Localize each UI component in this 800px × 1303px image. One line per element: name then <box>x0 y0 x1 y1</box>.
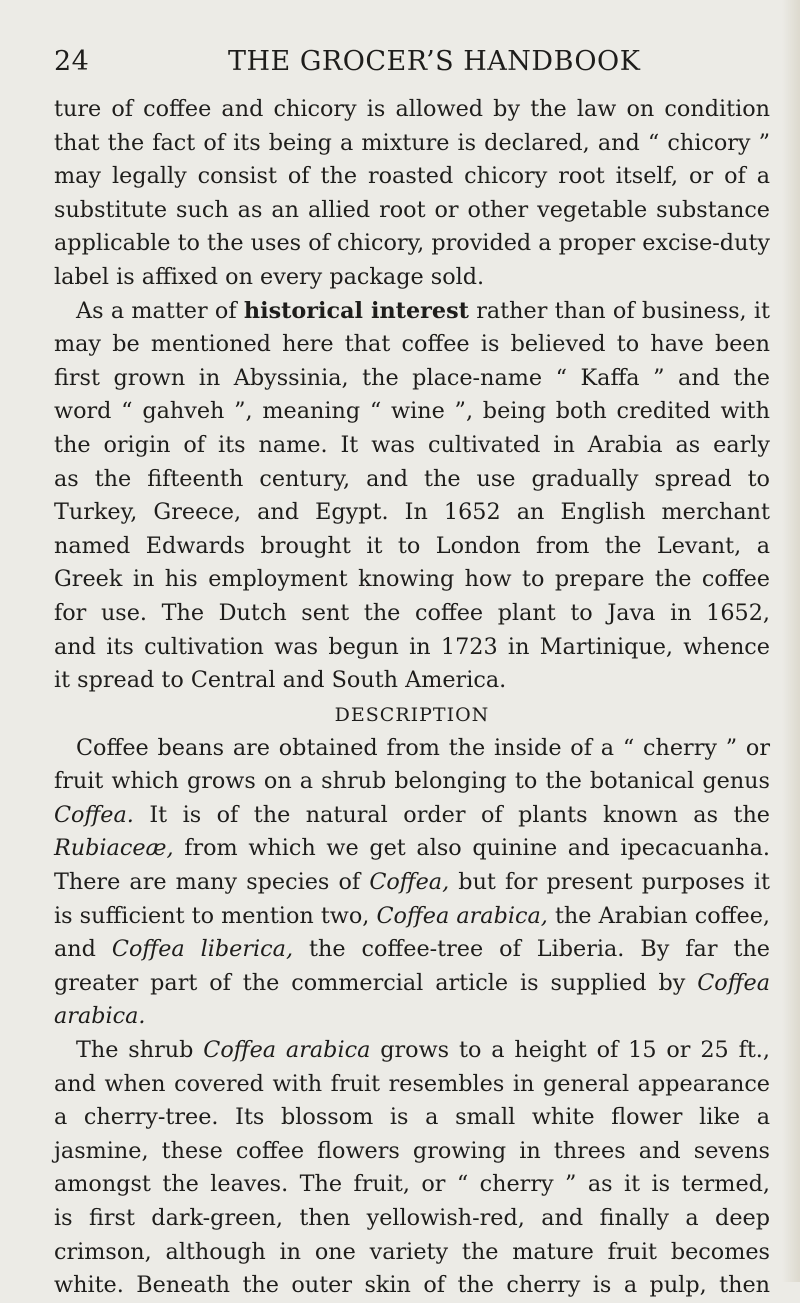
italic-term: Coffea <box>697 969 770 996</box>
text-run: but for present purposes it <box>449 869 770 896</box>
text-line: fruit which grows on a shrub belonging to the botanical genus <box>54 768 770 795</box>
italic-term: Rubiaceæ, <box>54 835 174 862</box>
text-line: Coffee beans are obtained from the inside of a “ cherry ” or <box>76 734 770 761</box>
page-header <box>54 46 780 80</box>
text-line: as the fifteenth century, and the use gradually spread to <box>54 465 770 492</box>
text-line: Greek in his employment knowing how to prepare the coffee <box>54 566 770 593</box>
text-run: greater part of the commercial article is supplied by <box>54 969 698 996</box>
italic-term: Coffea. <box>54 801 134 828</box>
text-run: As a matter of <box>76 297 244 324</box>
paragraph-2 <box>54 295 770 698</box>
text-run: from which we get also quinine and ipecacuanha. <box>173 835 770 862</box>
text-line <box>54 295 770 329</box>
text-line: substitute such as an allied root or other vegetable substance <box>54 196 770 223</box>
text-run: and <box>54 936 112 963</box>
text-run: the coffee-tree of Liberia. By far the <box>293 936 771 963</box>
bold-phrase: historical interest <box>243 297 469 324</box>
text-line: for use. The Dutch sent the coffee plant to Java in 1652, <box>54 599 770 626</box>
text-line: label is affixed on every package sold. <box>54 263 485 290</box>
text-line: that the fact of its being a mixture is declared, and “ chicory ” <box>54 129 770 156</box>
text-line <box>54 799 770 833</box>
text-line <box>54 900 770 934</box>
text-run: The shrub <box>76 1037 204 1064</box>
text-line: white. Beneath the outer skin of the cherry is a pulp, then <box>54 1272 770 1299</box>
text-line: a cherry-tree. Its blossom is a small white flower like a <box>54 1104 770 1131</box>
text-line: applicable to the uses of chicory, provided a proper excise-duty <box>54 230 770 257</box>
paragraph-1 <box>54 93 770 295</box>
text-run: It is of the natural order of plants known as the <box>133 801 770 828</box>
body-text <box>54 93 770 1303</box>
text-line: word “ gahveh ”, meaning “ wine ”, being both credited with <box>54 398 770 425</box>
text-line <box>54 832 770 866</box>
running-title: THE GROCER’S HANDBOOK <box>228 46 641 77</box>
text-run: is sufficient to mention two, <box>54 902 377 929</box>
paragraph-3 <box>54 732 770 1034</box>
text-run: There are many species of <box>54 869 370 896</box>
text-run: grows to a height of 15 or 25 ft., <box>370 1037 770 1064</box>
paragraph-4 <box>54 1034 770 1303</box>
text-line: is first dark-green, then yellowish-red, and finally a deep <box>54 1205 770 1231</box>
italic-term: Coffea liberica, <box>111 936 294 963</box>
text-line: ture of coffee and chicory is allowed by the law on condition <box>54 96 770 122</box>
text-line: the origin of its name. It was cultivated in Arabia as early <box>54 431 770 458</box>
text-line <box>54 933 770 967</box>
italic-term: Coffea arabica, <box>376 902 548 929</box>
text-line: may legally consist of the roasted chicory root itself, or of a <box>54 163 770 190</box>
text-line: Turkey, Greece, and Egypt. In 1652 an English merchant <box>54 499 770 526</box>
text-run: the Arabian coffee, <box>547 902 770 929</box>
text-line: amongst the leaves. The fruit, or “ cherry ” as it is termed, <box>54 1171 770 1198</box>
text-line: crimson, although in one variety the mature fruit becomes <box>54 1238 770 1265</box>
page-number: 24 <box>54 46 90 77</box>
page-edge-shading <box>782 0 800 1282</box>
text-line: it spread to Central and South America. <box>54 667 507 694</box>
text-line: and its cultivation was begun in 1723 in Martinique, whence <box>54 633 770 660</box>
text-line: and when covered with fruit resembles in general appearance <box>54 1070 770 1097</box>
text-line: first grown in Abyssinia, the place-name “ Kaffa ” and the <box>54 364 770 391</box>
text-line: jasmine, these coffee flowers growing in threes and sevens <box>54 1137 770 1164</box>
italic-term: Coffea arabica <box>203 1037 371 1064</box>
text-line: may be mentioned here that coffee is believed to have been <box>54 331 770 358</box>
text-line <box>54 866 770 900</box>
text-line <box>54 1034 770 1068</box>
italic-term: Coffea, <box>369 869 450 896</box>
italic-term: arabica. <box>54 1003 146 1030</box>
text-line <box>54 967 770 1001</box>
section-heading: DESCRIPTION <box>334 703 490 726</box>
text-line <box>54 1000 770 1034</box>
text-run: rather than of business, it <box>468 297 770 324</box>
text-line: named Edwards brought it to London from the Levant, a <box>54 532 770 559</box>
